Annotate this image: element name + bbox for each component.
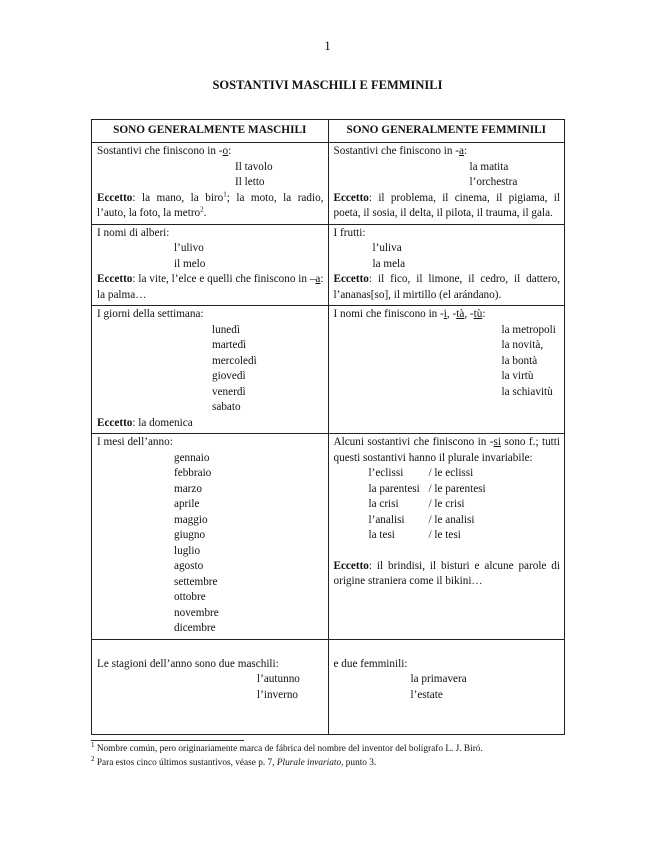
rule-line: Sostantivi che finiscono in -a: [333,145,468,157]
table-row [92,639,565,734]
month-item: marzo [174,482,202,495]
rule-line: I nomi di alberi: [97,226,170,239]
example-word: l’ulivo [174,242,204,254]
example-word: la schiavitù [501,385,553,398]
plural-pair: l’analisi / le analisi [368,513,475,526]
day-item: lunedì [212,323,240,336]
plural-pair: l’eclissi / le eclissi [368,467,474,479]
header-feminine: SONO GENERALMENTE FEMMINILI [328,120,565,143]
table-row [92,306,565,434]
example-word: la metropoli [501,323,556,336]
example-word: l’orchestra [469,176,518,188]
month-item: maggio [174,513,208,526]
day-item: sabato [212,401,241,413]
month-item: aprile [174,498,200,510]
exception-text: Eccetto: la mano, la biro$^1$; la moto, la radio, l’auto, la foto, la metro$^2$. [97,189,324,219]
day-item: venerdì [212,385,246,398]
header-masculine: SONO GENERALMENTE MASCHILI [92,120,329,143]
plural-pair: la crisi / le crisi [368,498,465,510]
rule-line: e due femminili: [333,657,408,670]
exception-text: Eccetto: la domenica [97,416,193,429]
month-item: luglio [174,544,201,557]
table-row [92,143,565,225]
example-word: Il letto [235,176,265,188]
day-item: giovedì [212,370,246,382]
month-item: giugno [174,529,206,541]
month-item: dicembre [174,622,216,634]
plural-pair: la parentesi / le parentesi [368,482,486,495]
cell-masc-o-endings [92,143,329,225]
month-item: ottobre [174,591,206,603]
page-number: 1 [324,38,331,53]
example-word: l’inverno [257,688,299,701]
table-row [92,434,565,640]
month-item: gennaio [174,451,210,464]
cell-masc-months [92,434,329,640]
month-item: settembre [174,575,218,588]
example-word: la mela [372,257,406,270]
month-item: novembre [174,606,219,619]
example-word: l’estate [410,688,443,701]
cell-masc-weekdays [92,306,329,434]
table-row [92,224,565,306]
rule-line: I nomi che finiscono in -i, -tà, -tù: [333,308,486,320]
table-header-row [92,120,565,143]
cell-fem-seasons [328,639,565,734]
example-word: la primavera [410,673,467,685]
example-word: il melo [174,257,206,270]
example-word: l’autunno [257,673,300,685]
example-word: l’uliva [372,242,402,254]
example-word: la matita [469,160,509,173]
plural-pair: la tesi / le tesi [368,529,461,541]
footnote-2: $^2$ Para estos cinco últimos sustantivos, véase p. 7, Plurale invariato, punto 3. [91,754,377,768]
footnote-1: $^1$ Nombre común, pero originariamente marca de fábrica del nombre del inventor del bolígrafo L. J. Biró. [91,740,483,754]
rule-line: Alcuni sostantivi che finiscono in -si sono f.; tutti questi sostantivi hanno il plurale invariabile: [333,436,560,464]
cell-fem-fruits [328,224,565,306]
exception-text: Eccetto: la vite, l’elce e quelli che finiscono in –a: la palma… [97,273,324,301]
exception-text: Eccetto: il fico, il limone, il cedro, il dattero, l’ananas[so], il mirtillo (el arándano). [333,273,560,301]
cell-fem-a-endings [328,143,565,225]
day-item: martedì [212,339,247,351]
gender-table [91,119,565,735]
month-item: febbraio [174,467,212,479]
cell-fem-i-ta-tu-endings [328,306,565,434]
rule-line: I frutti: [333,226,366,239]
exception-text: Eccetto: il brindisi, il bisturi e alcune parole di origine straniera come il bikini… [333,559,560,587]
example-word: la bontà [501,354,538,367]
footnote-separator [91,740,244,741]
cell-fem-si-endings [328,434,565,640]
exception-text: Eccetto: il problema, il cinema, il pigiama, il poeta, il sosia, il delta, il pilota, il trauma, il gala. [333,191,560,219]
example-word: Il tavolo [235,160,273,173]
day-item: mercoledì [212,354,257,367]
rule-line: I giorni della settimana: [97,308,204,320]
example-word: la novità, [501,339,544,351]
example-word: la virtù [501,370,534,382]
rule-line: Le stagioni dell’anno sono due maschili: [97,657,279,670]
rule-line: Sostantivi che finiscono in -o: [97,145,232,157]
page-title: SOSTANTIVI MASCHILI E FEMMINILI [212,78,443,92]
cell-masc-seasons [92,639,329,734]
month-item: agosto [174,560,204,572]
rule-line: I mesi dell’anno: [97,436,173,448]
cell-masc-trees [92,224,329,306]
